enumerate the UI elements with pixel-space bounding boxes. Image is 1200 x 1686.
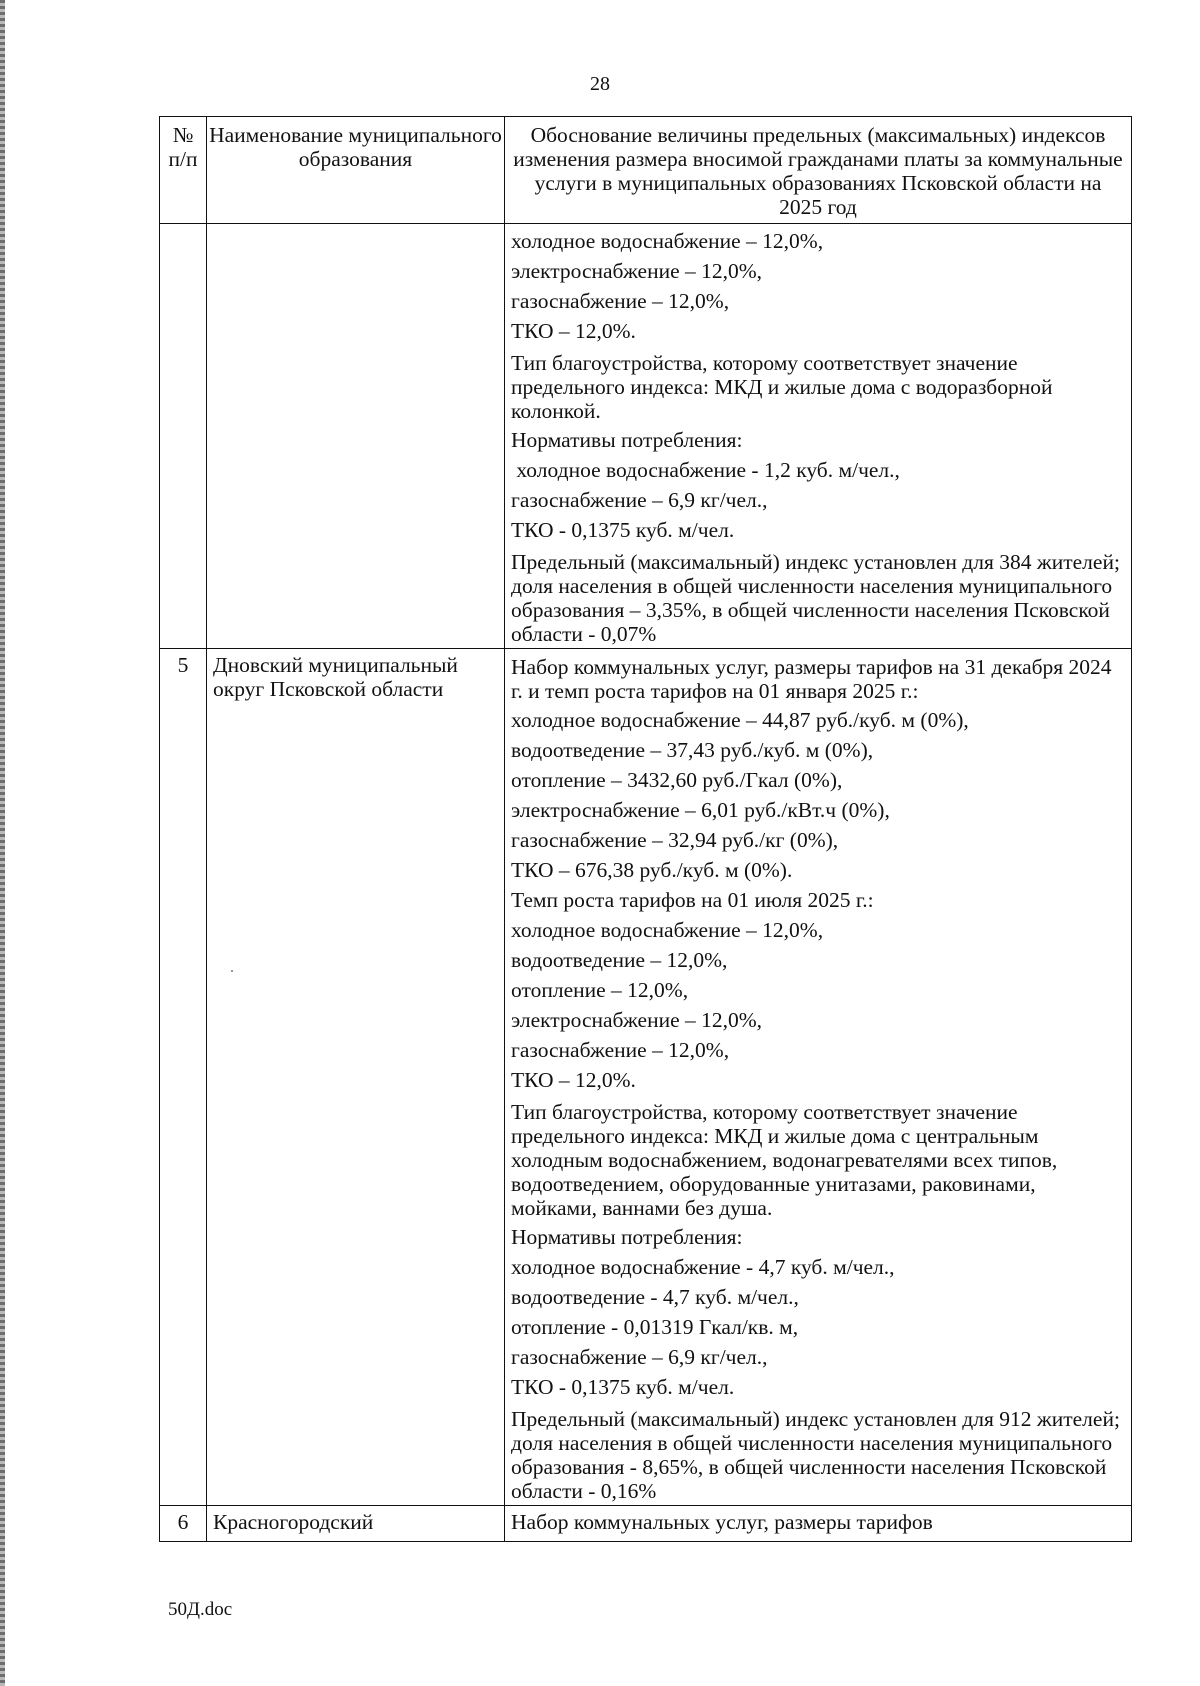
page-number: 28 [590, 73, 610, 95]
norm-line: отопление - 0,01319 Гкал/кв. м, [511, 1315, 799, 1339]
table-row-6 [160, 1506, 1132, 1542]
row6-name: Красногородский [207, 1506, 505, 1542]
growth-line: водоотведение – 12,0%, [511, 948, 728, 972]
table-row-5 [160, 649, 1132, 1506]
table-header-row [160, 117, 1132, 224]
row5-number: 5 [160, 649, 207, 1506]
table-row-continued [160, 224, 1132, 649]
growth-line: холодное водоснабжение – 12,0%, [511, 918, 824, 942]
footer-filename: 50Д.doc [168, 1599, 233, 1620]
norm-line: холодное водоснабжение - 4,7 куб. м/чел., [511, 1255, 895, 1279]
continued-basis-cell [505, 224, 1132, 649]
growth-line: газоснабжение – 12,0%, [511, 289, 730, 313]
scan-speck [231, 970, 233, 972]
growth-line: ТКО – 12,0%. [511, 319, 636, 343]
tariff-line: электроснабжение – 6,01 руб./кВт.ч (0%), [511, 798, 890, 822]
growth-line: электроснабжение – 12,0%, [511, 1008, 763, 1032]
header-name: Наименование муниципального образования [207, 117, 505, 224]
norm-line: ТКО - 0,1375 куб. м/чел. [511, 1375, 735, 1399]
tariff-line: водоотведение – 37,43 руб./куб. м (0%), [511, 738, 874, 762]
growth-line: газоснабжение – 12,0%, [511, 1038, 730, 1062]
header-number: № п/п [160, 117, 207, 224]
norm-line: водоотведение - 4,7 куб. м/чел., [511, 1285, 799, 1309]
tariff-index-table [159, 116, 1132, 1542]
norm-line: газоснабжение – 6,9 кг/чел., [511, 488, 768, 512]
limit-paragraph: Предельный (максимальный) индекс установлен для 912 жителей; доля населения в общей численности населения муниципального образования - 8,65%, в общей численности населения Псковской области - 0,16% [511, 1407, 1120, 1503]
improvement-type-paragraph: Тип благоустройства, которому соответствует значение предельного индекса: МКД и жилые дома с водоразборной колонкой. [511, 351, 1053, 423]
norm-line: холодное водоснабжение - 1,2 куб. м/чел., [511, 458, 900, 482]
norms-title: Нормативы потребления: [511, 1225, 743, 1249]
header-basis: Обоснование величины предельных (максимальных) индексов изменения размера вносимой гражданами платы за коммунальные услуги в муниципальных образованиях Псковской области на 2025 год [505, 117, 1132, 224]
row6-basis: Набор коммунальных услуг, размеры тарифов [505, 1506, 1132, 1542]
tariff-line: ТКО – 676,38 руб./куб. м (0%). [511, 858, 793, 882]
growth-line: ТКО – 12,0%. [511, 1068, 636, 1092]
tariff-line: отопление – 3432,60 руб./Гкал (0%), [511, 768, 843, 792]
tariff-line: газоснабжение – 32,94 руб./кг (0%), [511, 828, 839, 852]
improvement-type-paragraph: Тип благоустройства, которому соответствует значение предельного индекса: МКД и жилые дома с центральным холодным водоснабжением, водонагревателями всех типов, водоотведением, оборудованные унитазами, раковинами, мойками, ваннами без душа. [511, 1100, 1058, 1220]
row6-number: 6 [160, 1506, 207, 1542]
growth-title: Темп роста тарифов на 01 июля 2025 г.: [511, 888, 874, 912]
row5-name: Дновский муниципальный округ Псковской области [207, 649, 505, 1506]
norm-line: газоснабжение – 6,9 кг/чел., [511, 1345, 768, 1369]
norm-line: ТКО - 0,1375 куб. м/чел. [511, 518, 735, 542]
continued-name-cell [207, 224, 505, 649]
tariff-set-paragraph: Набор коммунальных услуг, размеры тарифов на 31 декабря 2024 г. и темп роста тарифов на 01 января 2025 г.: [511, 655, 1112, 703]
norms-title: Нормативы потребления: [511, 428, 743, 452]
scan-edge [0, 0, 5, 1686]
row5-basis-cell [505, 649, 1132, 1506]
growth-line: холодное водоснабжение – 12,0%, [511, 229, 824, 253]
growth-line: отопление – 12,0%, [511, 978, 689, 1002]
growth-line: электроснабжение – 12,0%, [511, 259, 763, 283]
continued-number-cell [160, 224, 207, 649]
tariff-line: холодное водоснабжение – 44,87 руб./куб. м (0%), [511, 708, 969, 732]
limit-paragraph: Предельный (максимальный) индекс установлен для 384 жителей; доля населения в общей численности населения муниципального образования – 3,35%, в общей численности населения Псковской области - 0,07% [511, 550, 1120, 646]
